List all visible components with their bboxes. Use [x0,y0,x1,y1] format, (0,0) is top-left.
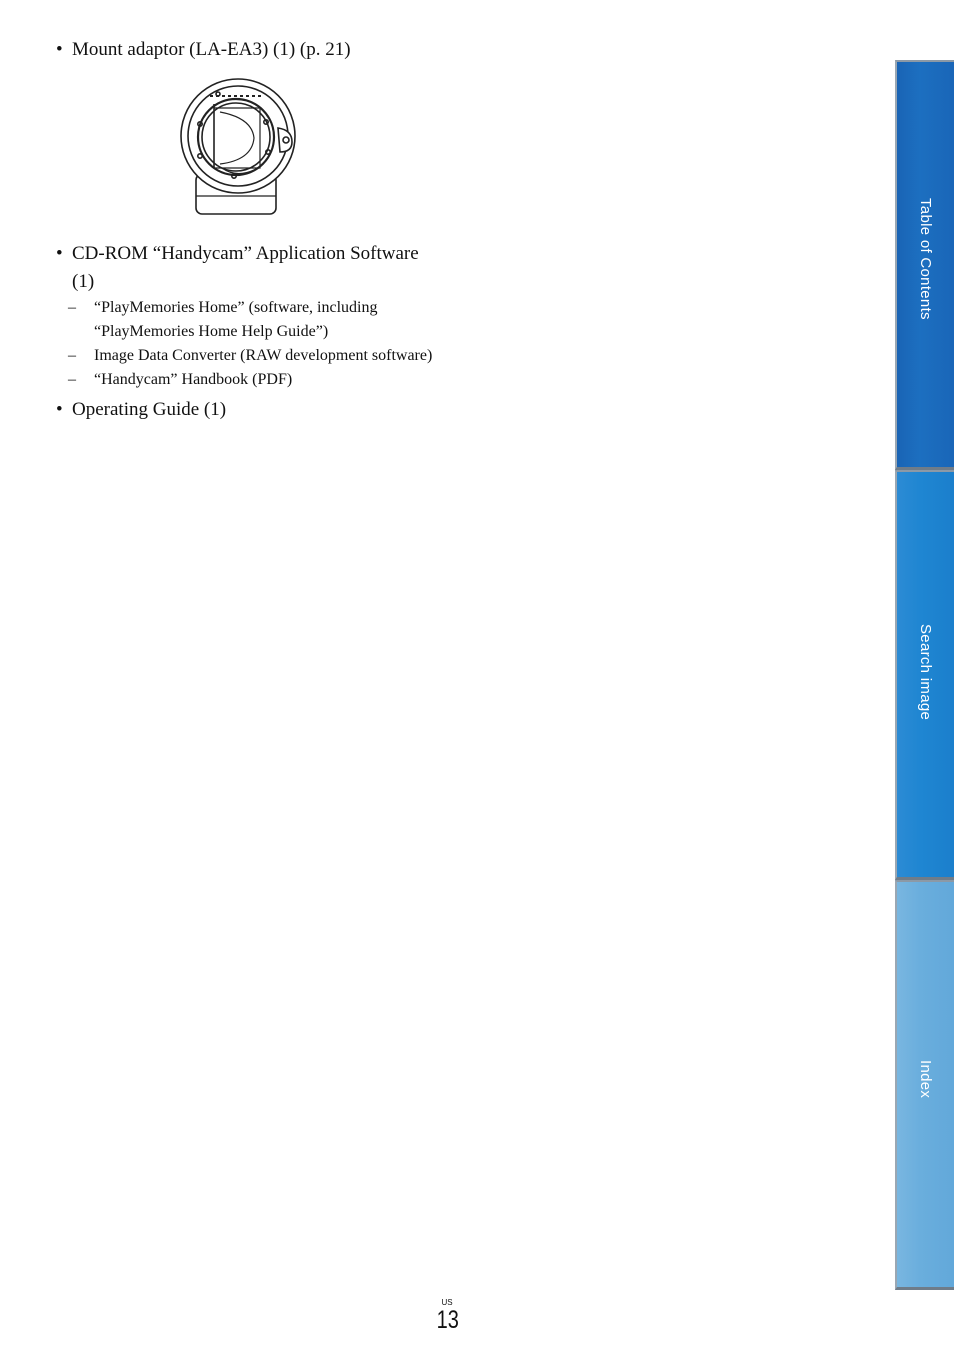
page-number-value: 13 [436,1306,459,1334]
dash-icon: – [68,347,76,364]
tab-label: Search image [917,624,934,721]
tab-index[interactable] [895,880,954,1290]
page-region: US [441,1298,453,1307]
list-item-operating-guide [56,396,436,424]
cd-rom-contents [56,296,436,392]
tab-label: Index [917,1060,934,1099]
sub-item-handbook [68,368,436,392]
page-number [434,1298,460,1333]
sub-item-image-data-converter [68,344,436,368]
accessory-list [56,36,436,424]
list-item-text: CD-ROM “Handycam” Application Software (1) [72,243,419,292]
tab-search-image[interactable] [895,470,954,880]
list-item-text: Operating Guide (1) [72,399,227,420]
bullet-icon: • [56,39,63,60]
list-item-cd-rom [56,240,436,296]
sub-item-playmemories [68,296,436,344]
dash-icon: – [68,371,76,388]
sub-item-text: Image Data Converter (RAW development software) [94,347,433,364]
list-item-mount-adaptor [56,36,436,64]
tab-table-of-contents[interactable] [895,60,954,470]
tab-label: Table of Contents [917,198,934,320]
sub-item-text: “PlayMemories Home” (software, including “PlayMemories Home Help Guide”) [94,299,378,340]
dash-icon: – [68,299,76,316]
sub-item-text: “Handycam” Handbook (PDF) [94,371,293,388]
bullet-icon: • [56,399,63,420]
bullet-icon: • [56,243,63,264]
mount-adaptor-illustration [174,78,304,218]
list-item-text: Mount adaptor (LA-EA3) (1) (p. 21) [72,39,351,60]
